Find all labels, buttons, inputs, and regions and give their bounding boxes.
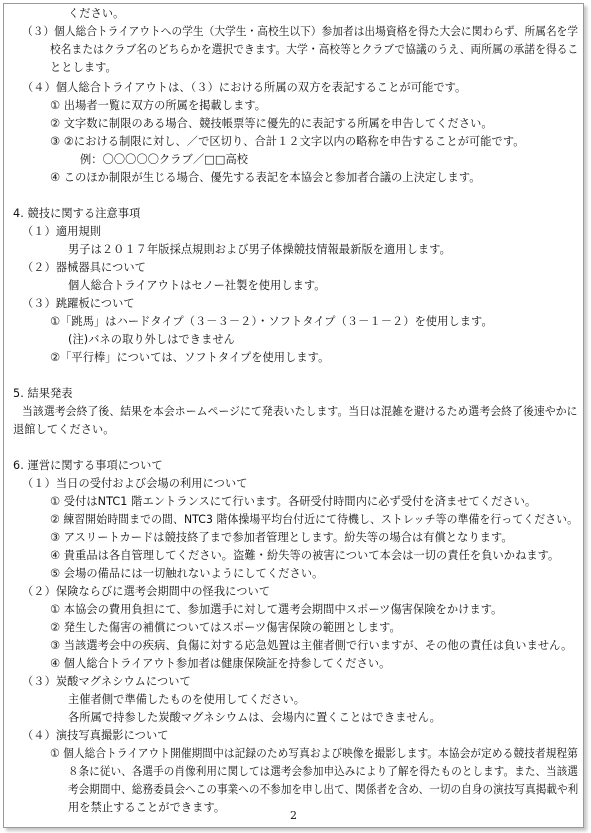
text-line: （４）個人総合トライアウトは、（３）における所属の双方を表記することが可能です。 (22, 81, 467, 94)
list-item: ③ 当該選考会中の疾病、負傷に対する応急処置は主催者側で行いますが、その他の責任は負いません。 (50, 639, 573, 652)
subsection-heading: （１）適用規則 (22, 225, 102, 238)
subsection-heading: （３）炭酸マグネシウムについて (22, 675, 191, 688)
list-item: ② 練習開始時間までの間、NTC3 階体操場平均台付近にて待機し、ストレッチ等の準備を行ってください。 (50, 513, 579, 526)
subsection-heading: （４）演技写真撮影について (22, 729, 169, 742)
text-line: 各所属で持参した炭酸マグネシウムは、会場内に置くことはできません。 (68, 711, 441, 724)
subsection-heading: （２）器械器具について (22, 261, 146, 274)
text-line: ととします。 (50, 61, 117, 74)
section-heading: 5. 結果発表 (13, 387, 73, 400)
text-line: 考会期間中、総務委員会へこの事業への不参加を申し出て、関係者を含め、一切の自身の演技写真掲載や利 (68, 783, 579, 796)
text-line: 例：〇〇〇〇〇クラブ／□□高校 (80, 153, 249, 166)
subsection-heading: （３）跳躍板について (22, 297, 135, 310)
document-page (3, 3, 584, 828)
subsection-heading: （２）保険ならびに選考会期間中の怪我について (22, 585, 271, 598)
list-item: ④ 貴重品は各自管理してください。盗難・紛失等の被害について本会は一切の責任を負いかねます。 (50, 549, 560, 562)
section-heading: 4. 競技に関する注意事項 (13, 207, 141, 220)
text-line: 主催者側で準備したものを使用してください。 (68, 693, 306, 706)
list-item: ③ ②における制限に対し、／で区切り、合計１２文字以内の略称を申告することが可能です。 (50, 135, 525, 148)
list-item: ⑤ 会場の備品には一切触れないようにしてください。 (50, 567, 324, 580)
section-heading: 6. 運営に関する事項について (13, 459, 163, 472)
list-item: ① 出場者一覧に双方の所属を掲載します。 (50, 99, 267, 112)
list-item: ② 文字数に制限のある場合、競技帳票等に優先的に表記する所属を申告してください。 (50, 117, 493, 130)
text-line: 当該選考会終了後、結果を本会ホームページにて発表いたします。当日は混雑を避けるため選考会終了後速やかに (22, 405, 578, 418)
list-item: ④ このほか制限が生じる場合、優先する表記を本協会と参加者合議の上決定します。 (50, 171, 481, 184)
text-line: 用を禁止することができます。 (68, 801, 226, 814)
list-item: ② 発生した傷害の補償についてはスポーツ傷害保険の範囲とします。 (50, 621, 401, 634)
text-line: 退館してください。 (13, 423, 115, 436)
text-line: (注)バネの取り外しはできません (68, 333, 235, 346)
list-item: ① 個人総合トライアウト開催期間中は記録のため写真および映像を撮影します。本協会が定める競技者規程第 (50, 747, 578, 760)
list-item: ①「跳馬」はハードタイプ（３－３－２）・ソフトタイプ（３－１－２）を使用します。 (50, 315, 493, 328)
text-line: （３）個人総合トライアウトへの学生（大学生・高校生以下）参加者は出場資格を得た大会に関わらず、所属名を学 (22, 25, 579, 38)
list-item: ②「平行棒」については、ソフトタイプを使用します。 (50, 351, 330, 364)
page-number: 2 (290, 809, 297, 822)
list-item: ③ アスリートカードは競技終了まで参加者管理とします。紛失等の場合は有償となります。 (50, 531, 513, 544)
text-line: ください。 (68, 7, 125, 20)
text-line: 男子は２０１７年版採点規則および男子体操競技情報最新版を適用します。 (68, 243, 451, 256)
text-line: ８条に従い、各選手の肖像利用に関しては選考会参加申込みにより了解を得たものとします。また、当該選 (68, 765, 579, 778)
subsection-heading: （１）当日の受付および会場の利用について (22, 477, 248, 490)
text-line: 校名またはクラブ名のどちらかを選択できます。大学・高校等とクラブで協議のうえ、両所属の承諾を得るこ (50, 43, 579, 56)
list-item: ④ 個人総合トライアウト参加者は健康保険証を持参してください。 (50, 657, 391, 670)
text-line: 個人総合トライアウトはセノー社製を使用します。 (68, 279, 326, 292)
list-item: ① 受付はNTC1 階エントランスにて行います。各研受付時間内に必ず受付を済ませてください。 (50, 495, 537, 508)
list-item: ① 本協会の費用負担にて、参加選手に対して選考会期間中スポーツ傷害保険をかけます。 (50, 603, 503, 616)
